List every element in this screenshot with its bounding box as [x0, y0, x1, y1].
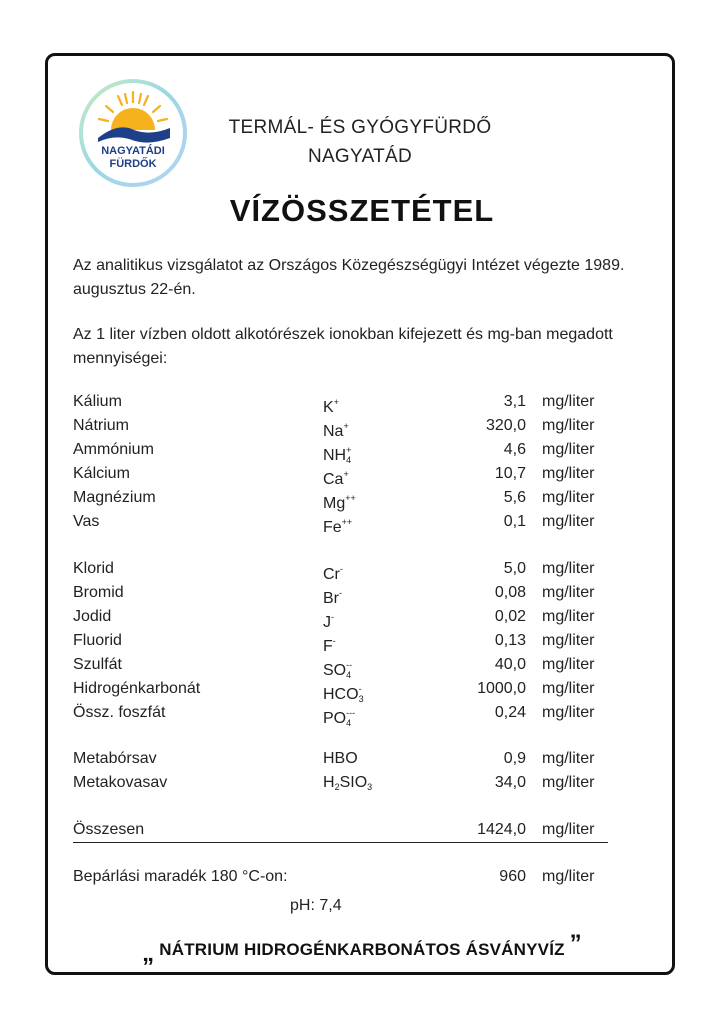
ion-symbol: $NH_4^+$ — [323, 445, 352, 465]
ion-unit: mg/liter — [542, 441, 595, 458]
ion-unit: mg/liter — [542, 560, 595, 577]
ion-value: 5,0 — [503, 560, 526, 577]
table-row-jodid — [73, 605, 613, 629]
ion-name: Fluorid — [73, 632, 122, 649]
table-row-bromid — [73, 581, 613, 605]
table-row-natrium — [73, 414, 613, 438]
close-quote: ” — [569, 930, 582, 957]
ion-name: Kálium — [73, 393, 122, 410]
ion-unit: mg/liter — [542, 656, 595, 673]
ion-value: 3,1 — [503, 393, 526, 410]
compound-value: 0,9 — [503, 750, 526, 767]
table-row-vas — [73, 510, 613, 534]
ion-name: Bromid — [73, 584, 124, 601]
classification-text: NÁTRIUM HIDROGÉNKARBONÁTOS ÁSVÁNYVÍZ — [159, 940, 565, 959]
logo-text-line1: NAGYATÁDI — [101, 145, 165, 157]
table-row-metakovasav — [73, 771, 613, 795]
ion-symbol: J- — [323, 612, 334, 631]
ion-value: 0,08 — [494, 584, 526, 601]
compound-unit: mg/liter — [542, 750, 595, 767]
ion-name: Kálcium — [73, 465, 130, 482]
table-row-fluorid — [73, 629, 613, 653]
table-row-klorid — [73, 557, 613, 581]
compound-formula: HBO — [323, 750, 358, 767]
ion-value: 10,7 — [494, 465, 526, 482]
compound-unit: mg/liter — [542, 774, 595, 791]
ph-value: pH: 7,4 — [290, 897, 342, 914]
ion-unit: mg/liter — [542, 465, 595, 482]
ion-value: 0,24 — [494, 704, 526, 721]
ion-name: Klorid — [73, 560, 114, 577]
ion-value: 40,0 — [494, 656, 526, 673]
ion-symbol: F- — [323, 636, 336, 655]
ion-symbol: $PO_4^{---}$ — [323, 708, 356, 728]
logo-text-line2: FÜRDŐK — [109, 158, 157, 170]
ion-value: 1000,0 — [477, 680, 526, 697]
total-label: Összesen — [73, 821, 145, 838]
compound-name: Metakovasav — [73, 774, 168, 791]
ion-unit: mg/liter — [542, 704, 595, 721]
table-row-metaborsav — [73, 747, 613, 771]
ion-value: 0,1 — [503, 513, 526, 530]
compound-name: Metabórsav — [73, 750, 157, 767]
total-value: 1424,0 — [477, 821, 526, 838]
ion-name: Nátrium — [73, 417, 130, 434]
open-quote: „ — [142, 940, 155, 967]
ion-unit: mg/liter — [542, 584, 595, 601]
ion-name: Hidrogénkarbonát — [73, 680, 201, 697]
logo-graphic — [78, 78, 188, 188]
ion-name: Szulfát — [73, 656, 122, 673]
org-name-line2: NAGYATÁD — [307, 146, 413, 167]
total-unit: mg/liter — [542, 821, 595, 838]
ion-name: Magnézium — [73, 489, 156, 506]
table-row-ossz-foszfat — [73, 701, 613, 728]
ion-value: 0,13 — [494, 632, 526, 649]
water-classification — [45, 930, 679, 968]
ion-name: Ammónium — [73, 441, 154, 458]
table-row-kalium — [73, 390, 613, 414]
ion-name: Jodid — [73, 608, 112, 625]
ion-unit: mg/liter — [542, 608, 595, 625]
table-row-ammonium — [73, 438, 613, 465]
ion-value: 5,6 — [503, 489, 526, 506]
table-row-szulfat — [73, 653, 613, 680]
residue-row — [73, 865, 613, 889]
ion-symbol: $SO_4^{--}$ — [323, 660, 353, 680]
total-row — [73, 818, 613, 842]
compound-value: 34,0 — [494, 774, 526, 791]
ion-symbol: Br- — [323, 588, 342, 607]
table-row-magnezium — [73, 486, 613, 510]
nagyatadi-furdok-logo — [78, 78, 188, 188]
org-name-line1: TERMÁL- ÉS GYÓGYFÜRDŐ — [228, 117, 492, 138]
ion-unit: mg/liter — [542, 680, 595, 697]
ion-unit: mg/liter — [542, 513, 595, 530]
ion-symbol: K+ — [323, 397, 339, 416]
table-row-hidrogenkarbonat — [73, 677, 613, 704]
ion-name: Össz. foszfát — [73, 704, 166, 721]
ion-name: Vas — [73, 513, 100, 530]
ion-unit: mg/liter — [542, 393, 595, 410]
ion-unit: mg/liter — [542, 489, 595, 506]
ion-symbol: Fe++ — [323, 517, 353, 536]
ion-value: 4,6 — [503, 441, 526, 458]
ion-symbol: $HCO_3^-$ — [323, 684, 364, 704]
ion-value: 0,02 — [494, 608, 526, 625]
table-row-kalcium — [73, 462, 613, 486]
ion-value: 320,0 — [485, 417, 526, 434]
residue-value: 960 — [499, 868, 526, 885]
residue-label: Bepárlási maradék 180 °C-on: — [73, 868, 288, 885]
ion-unit: mg/liter — [542, 632, 595, 649]
residue-unit: mg/liter — [542, 868, 595, 885]
ion-symbol: Ca+ — [323, 469, 349, 488]
total-divider — [73, 842, 608, 843]
ion-symbol: Cr- — [323, 564, 343, 583]
ion-unit: mg/liter — [542, 417, 595, 434]
page-title: VÍZÖSSZETÉTEL — [229, 193, 495, 228]
intro-paragraph-1: Az analitikus vizsgálatot az Országos Közegészségügyi Intézet végezte 1989. augusztus 22-én. — [73, 257, 625, 298]
compound-formula: $H_2SIO_3$ — [323, 774, 373, 792]
intro-paragraph-2: Az 1 liter vízben oldott alkotórészek ionokban kifejezett és mg-ban megadott mennyiségei: — [73, 326, 613, 367]
ion-symbol: Na+ — [323, 421, 349, 440]
ion-symbol: Mg++ — [323, 493, 356, 512]
